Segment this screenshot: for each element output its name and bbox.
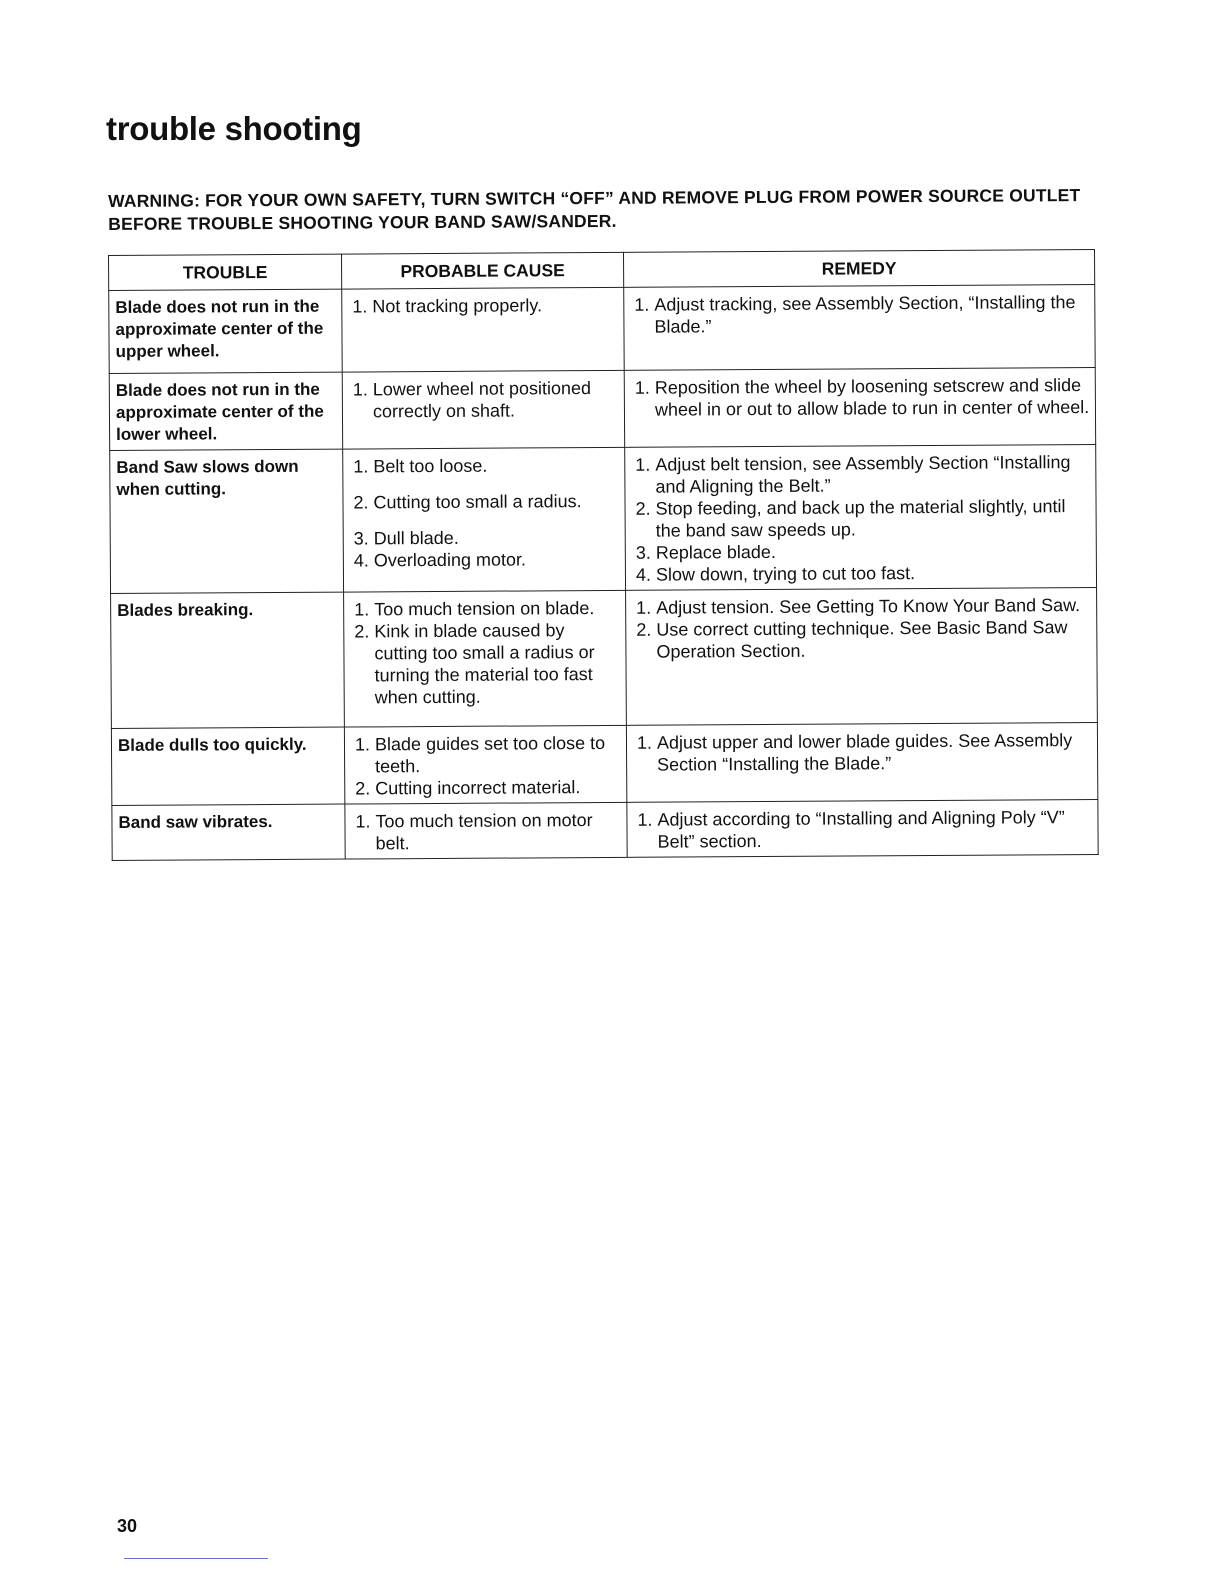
remedy-item: 1. Adjust tension. See Getting To Know Your Band Saw. — [656, 594, 1091, 619]
table-row — [112, 799, 1098, 860]
header-remedy: REMEDY — [623, 249, 1094, 287]
trouble-cell: Blade does not run in the approximate center of the upper wheel. — [109, 289, 343, 373]
remedy-item: 3. Replace blade. — [656, 539, 1091, 564]
cause-cell — [345, 802, 627, 859]
cause-cell — [344, 725, 626, 804]
trouble-cell: Blades breaking. — [111, 592, 345, 728]
cause-item: 1. Not tracking properly. — [372, 294, 618, 318]
remedy-cell — [627, 799, 1098, 857]
trouble-cell: Band Saw slows down when cutting. — [110, 449, 344, 593]
cause-cell — [342, 370, 624, 449]
remedy-cell — [624, 367, 1095, 447]
remedy-cell — [624, 284, 1095, 370]
safety-warning: WARNING: FOR YOUR OWN SAFETY, TURN SWITCH “OFF” AND REMOVE PLUG FROM POWER SOURCE OUTLET BEFORE TROUBLE SHOOTING YOUR BAND SAW/SANDER. — [108, 185, 1081, 234]
remedy-item: 1. Adjust upper and lower blade guides. See Assembly Section “Installing the Blade.” — [657, 729, 1092, 776]
cause-item: 1. Blade guides set too close to teeth. — [375, 732, 621, 778]
cause-cell — [344, 590, 627, 727]
header-probable-cause: PROBABLE CAUSE — [341, 252, 623, 289]
remedy-item: 1. Adjust tracking, see Assembly Section, “Installing the Blade.” — [654, 291, 1089, 338]
cause-item: 1. Belt too loose. — [373, 454, 619, 478]
remedy-cell — [625, 444, 1097, 590]
cause-item: 1. Too much tension on motor belt. — [375, 809, 621, 855]
trouble-cell: Blade dulls too quickly. — [111, 727, 344, 805]
remedy-item: 2. Use correct cutting technique. See Basic Band Saw Operation Section. — [656, 616, 1091, 663]
cause-item: 3. Dull blade. — [374, 526, 620, 550]
cause-item: 1. Too much tension on blade. — [374, 597, 620, 621]
table-row — [109, 284, 1095, 373]
cause-cell — [342, 287, 625, 372]
table-row — [111, 587, 1098, 728]
trouble-cell: Band saw vibrates. — [112, 804, 345, 860]
page-number: 30 — [117, 1516, 138, 1536]
table-header-row — [109, 249, 1095, 290]
remedy-item: 2. Stop feeding, and back up the material slightly, until the band saw speeds up. — [655, 495, 1090, 542]
remedy-item: 4. Slow down, trying to cut too fast. — [656, 561, 1091, 586]
table-row — [109, 367, 1095, 450]
cause-item: 1. Lower wheel not positioned correctly on shaft. — [373, 377, 619, 423]
header-trouble: TROUBLE — [109, 254, 342, 290]
troubleshooting-table-wrapper — [108, 249, 1098, 861]
remedy-item: 1. Reposition the wheel by loosening setscrew and slide wheel in or out to allow blade to run in center of wheel. — [655, 374, 1090, 421]
troubleshooting-table — [108, 249, 1099, 861]
remedy-item: 1. Adjust belt tension, see Assembly Section “Installing and Aligning the Belt.” — [655, 451, 1090, 498]
table-row — [111, 722, 1097, 805]
remedy-item: 1. Adjust according to “Installing and Aligning Poly “V” Belt” section. — [657, 806, 1092, 853]
cause-item: 2. Cutting too small a radius. — [373, 490, 619, 514]
footer-rule — [124, 1558, 268, 1559]
trouble-cell: Blade does not run in the approximate center of the lower wheel. — [109, 372, 342, 450]
cause-item: 4. Overloading motor. — [374, 548, 620, 572]
page-title: trouble shooting — [106, 110, 362, 147]
remedy-cell — [626, 722, 1097, 802]
remedy-cell — [626, 587, 1098, 725]
cause-item: 2. Kink in blade caused by cutting too small a radius or turning the material too fast when cutting. — [374, 619, 621, 709]
cause-item: 2. Cutting incorrect material. — [375, 776, 621, 800]
cause-cell — [343, 447, 626, 592]
table-row — [110, 444, 1097, 593]
